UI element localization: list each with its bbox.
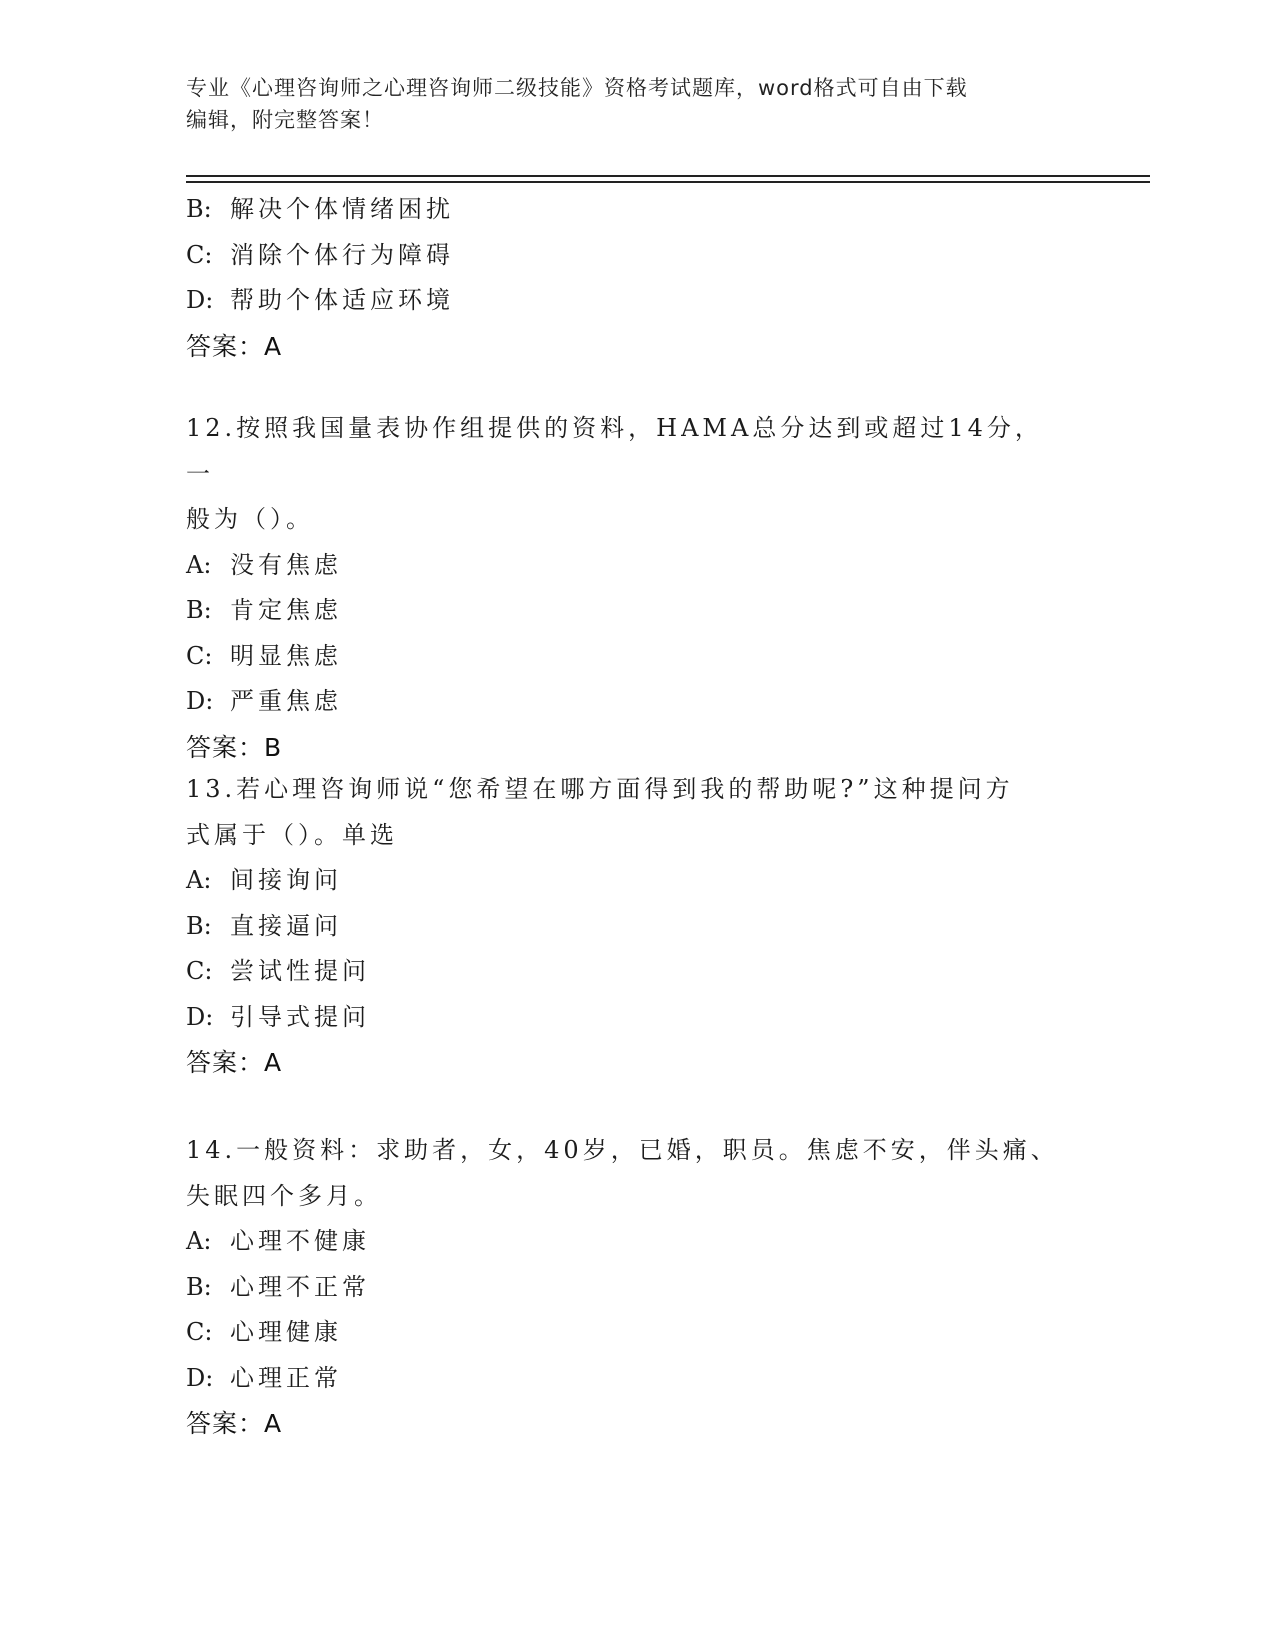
carryover-question-block [186, 187, 1086, 369]
header-divider-top [186, 175, 1150, 177]
option-c: C: 消除个体行为障碍 [186, 240, 454, 269]
answer-line: 答案：A [186, 1409, 283, 1438]
header-divider-bottom [186, 181, 1150, 183]
option-a: A: 间接询问 [186, 866, 342, 894]
option-c: C: 尝试性提问 [186, 957, 370, 985]
question-text: 14.一般资料：求助者，女，40岁，已婚，职员。焦虑不安，伴头痛、 失眠四个多月。 [186, 1136, 1059, 1210]
header-line-2: 编辑，附完整答案！ [186, 108, 384, 132]
question-block-13 [186, 767, 1086, 1086]
option-d: D: 严重焦虑 [186, 687, 342, 715]
option-c: C: 心理健康 [186, 1318, 342, 1346]
answer-line: 答案：A [186, 331, 283, 361]
option-b: B: 肯定焦虑 [186, 596, 342, 624]
header-line-1: 专业《心理咨询师之心理咨询师二级技能》资格考试题库，word格式可自由下载 [186, 76, 968, 100]
option-c: C: 明显焦虑 [186, 641, 342, 670]
answer-line: 答案：B [186, 732, 283, 762]
option-b: B: 心理不正常 [186, 1272, 370, 1301]
question-text: 12.按照我国量表协作组提供的资料，HAMA总分达到或超过14分，一 般为（）。 [186, 414, 1043, 533]
question-text: 13.若心理咨询师说“您希望在哪方面得到我的帮助呢?”这种提问方 式属于（）。单选 [186, 775, 1014, 849]
option-a: A: 没有焦虑 [186, 550, 342, 579]
option-b: B: 解决个体情绪困扰 [186, 195, 454, 223]
question-block-12 [186, 406, 1086, 770]
option-d: D: 引导式提问 [186, 1002, 370, 1031]
document-header [186, 72, 1086, 136]
option-d: D: 帮助个体适应环境 [186, 286, 454, 314]
answer-line: 答案：A [186, 1048, 283, 1077]
option-b: B: 直接逼问 [186, 911, 342, 940]
question-block-14 [186, 1128, 1086, 1447]
option-a: A: 心理不健康 [186, 1227, 370, 1255]
option-d: D: 心理正常 [186, 1363, 342, 1392]
